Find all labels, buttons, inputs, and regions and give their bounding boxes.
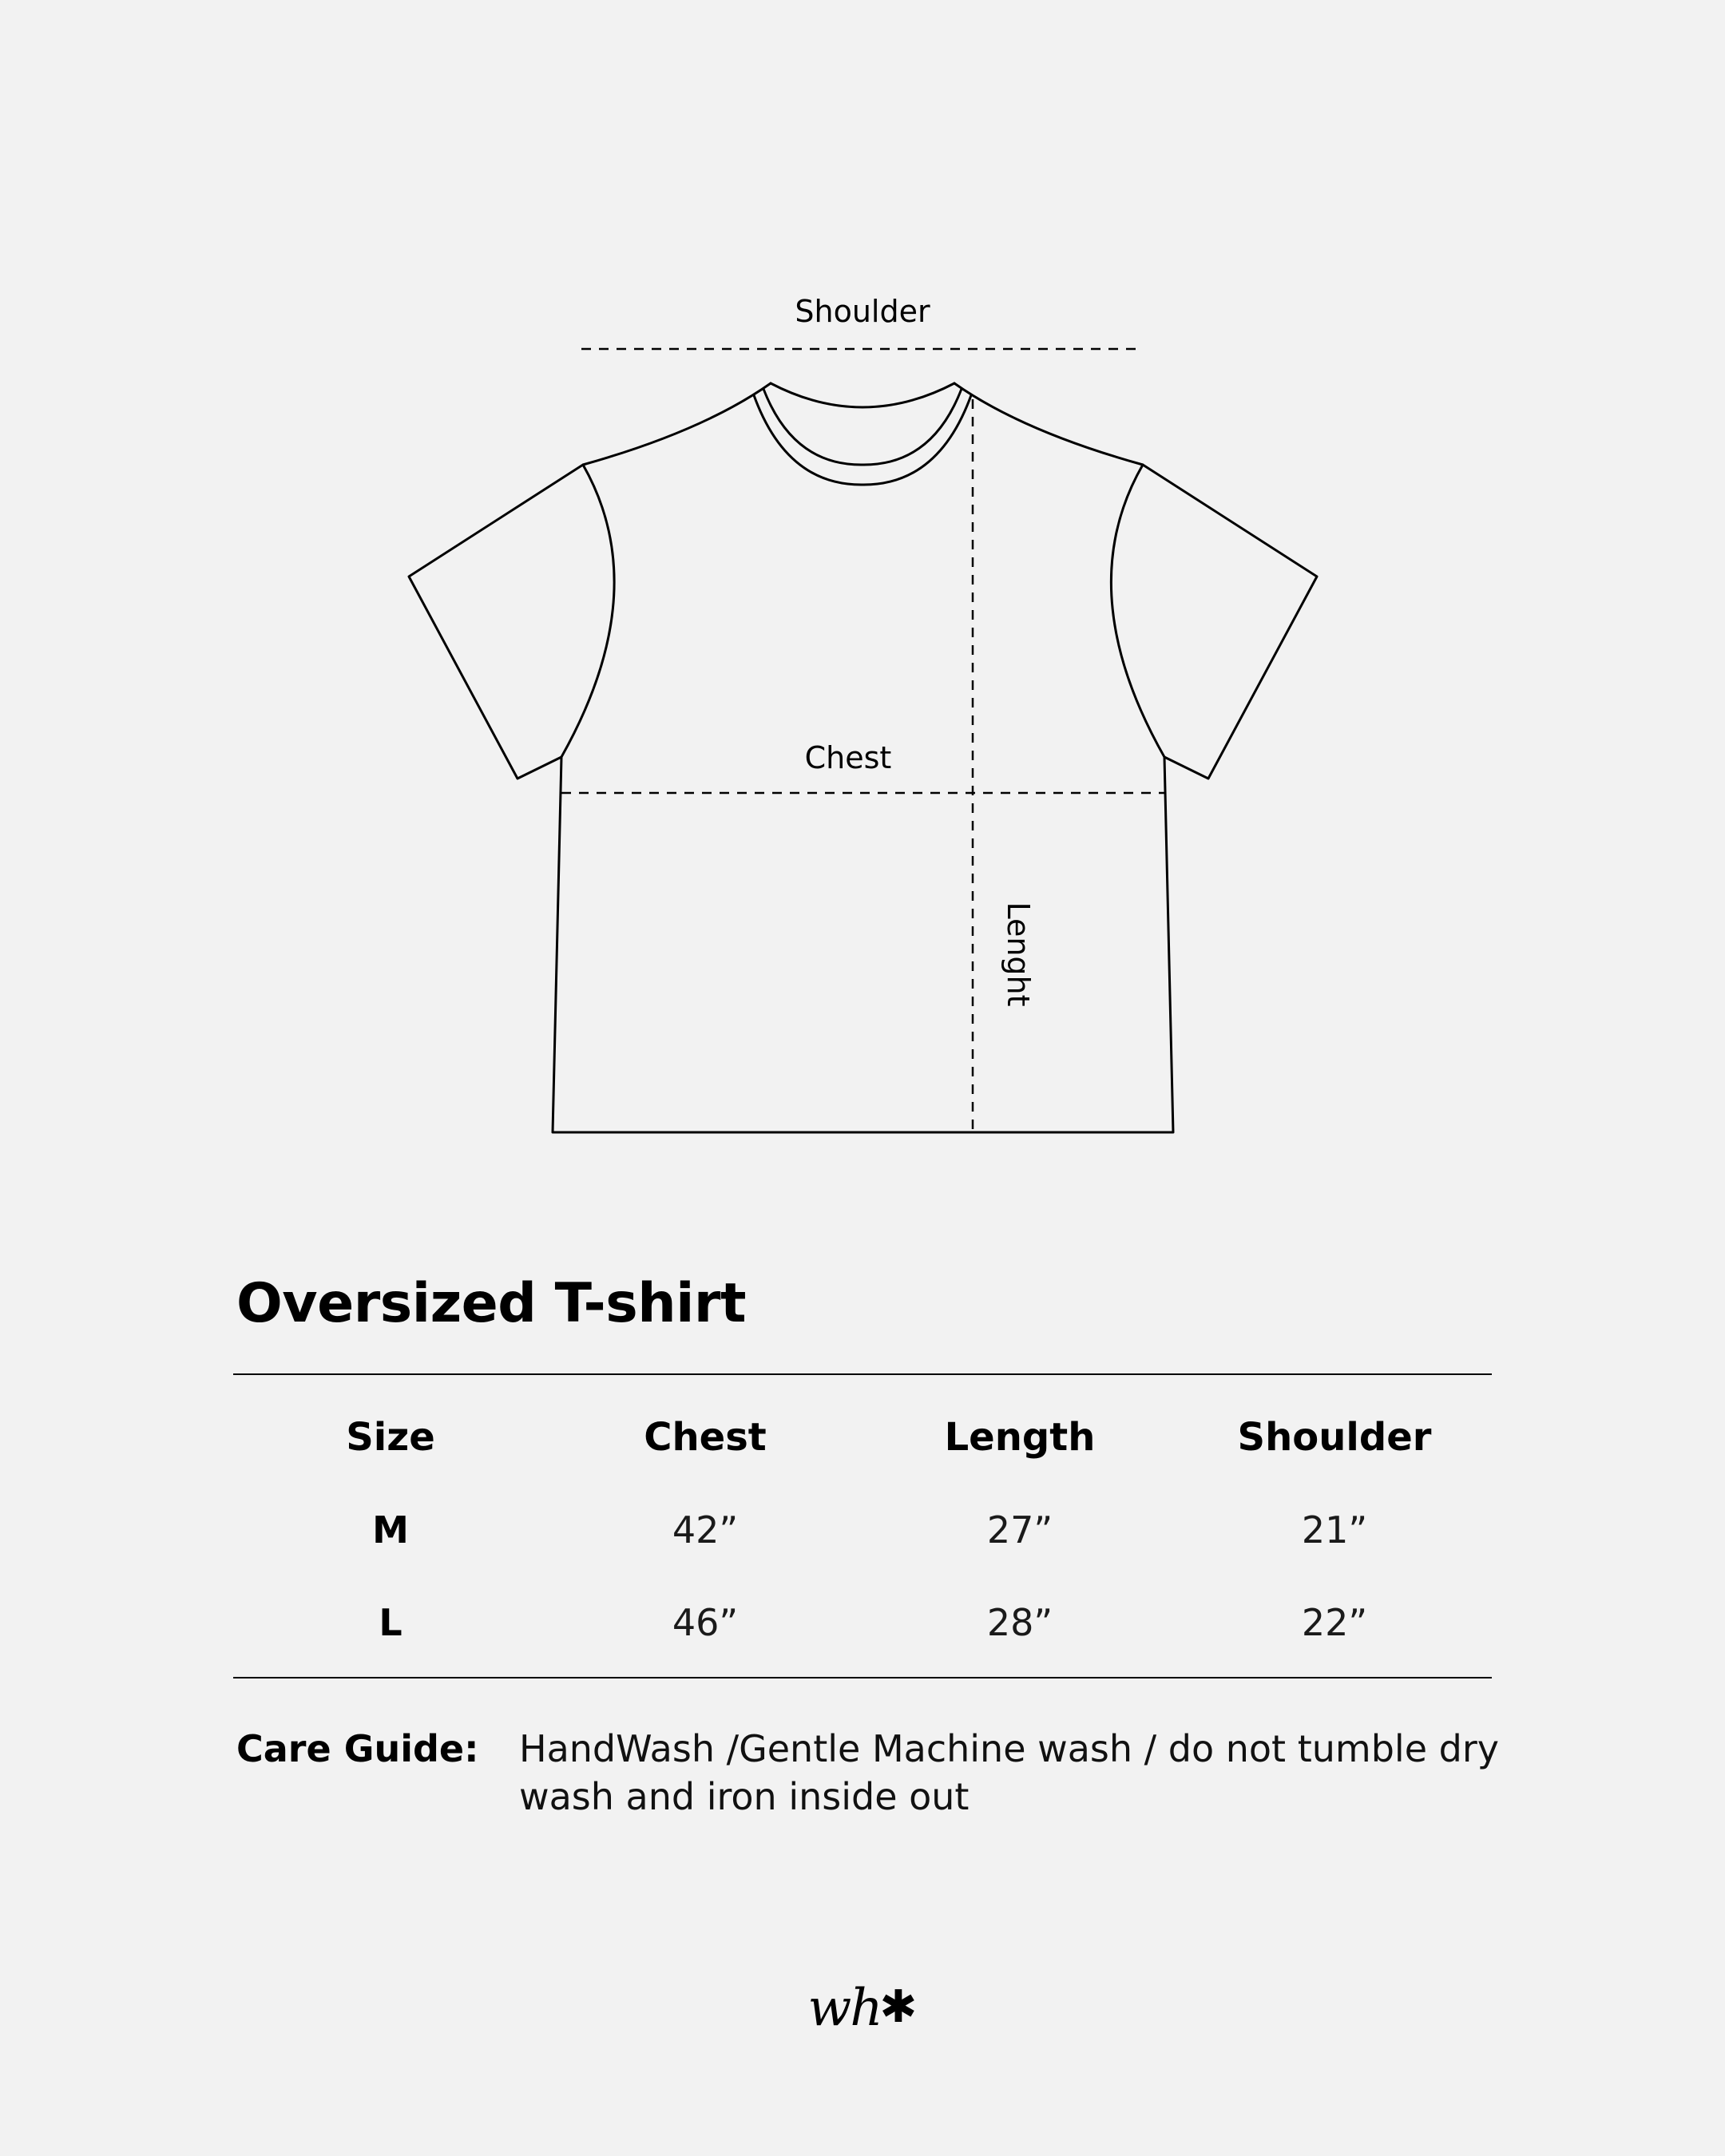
header-chest: Chest	[644, 1415, 767, 1460]
shoulder-cell: 21”	[1301, 1508, 1368, 1552]
chest-cell: 46”	[672, 1601, 739, 1644]
care-guide-line: HandWash /Gentle Machine wash / do not tumble dry	[519, 1727, 1499, 1770]
left-armhole-seam	[561, 465, 614, 757]
table-header-row	[233, 1391, 1492, 1484]
length-label: Lenght	[1001, 902, 1036, 1007]
collar-inner	[771, 383, 954, 407]
length-cell: 27”	[986, 1508, 1053, 1552]
table-row	[233, 1576, 1492, 1669]
collar-outer	[754, 395, 971, 485]
brand-logo-text: wh	[807, 1979, 882, 2038]
brand-star-icon: ✱	[879, 1980, 918, 2033]
product-title: Oversized T-shirt	[236, 1272, 746, 1335]
shoulder-label: Shoulder	[795, 294, 930, 329]
table-top-divider	[233, 1373, 1492, 1375]
collar-seam	[763, 389, 962, 465]
care-guide-line: wash and iron inside out	[519, 1775, 970, 1818]
chest-label: Chest	[804, 740, 892, 775]
header-size: Size	[346, 1415, 435, 1460]
care-guide-label: Care Guide:	[236, 1727, 479, 1770]
table-row	[233, 1484, 1492, 1576]
care-guide-text	[519, 1725, 1509, 1821]
size-chart-table	[233, 1391, 1492, 1669]
header-shoulder: Shoulder	[1237, 1415, 1432, 1460]
chest-cell: 42”	[672, 1508, 739, 1552]
brand-logo	[807, 1972, 918, 2044]
length-cell: 28”	[986, 1601, 1053, 1644]
right-armhole-seam	[1111, 465, 1164, 757]
header-length: Length	[944, 1415, 1096, 1460]
size-cell: M	[372, 1508, 409, 1552]
table-bottom-divider	[233, 1677, 1492, 1678]
shoulder-cell: 22”	[1301, 1601, 1368, 1644]
size-cell: L	[379, 1601, 402, 1644]
